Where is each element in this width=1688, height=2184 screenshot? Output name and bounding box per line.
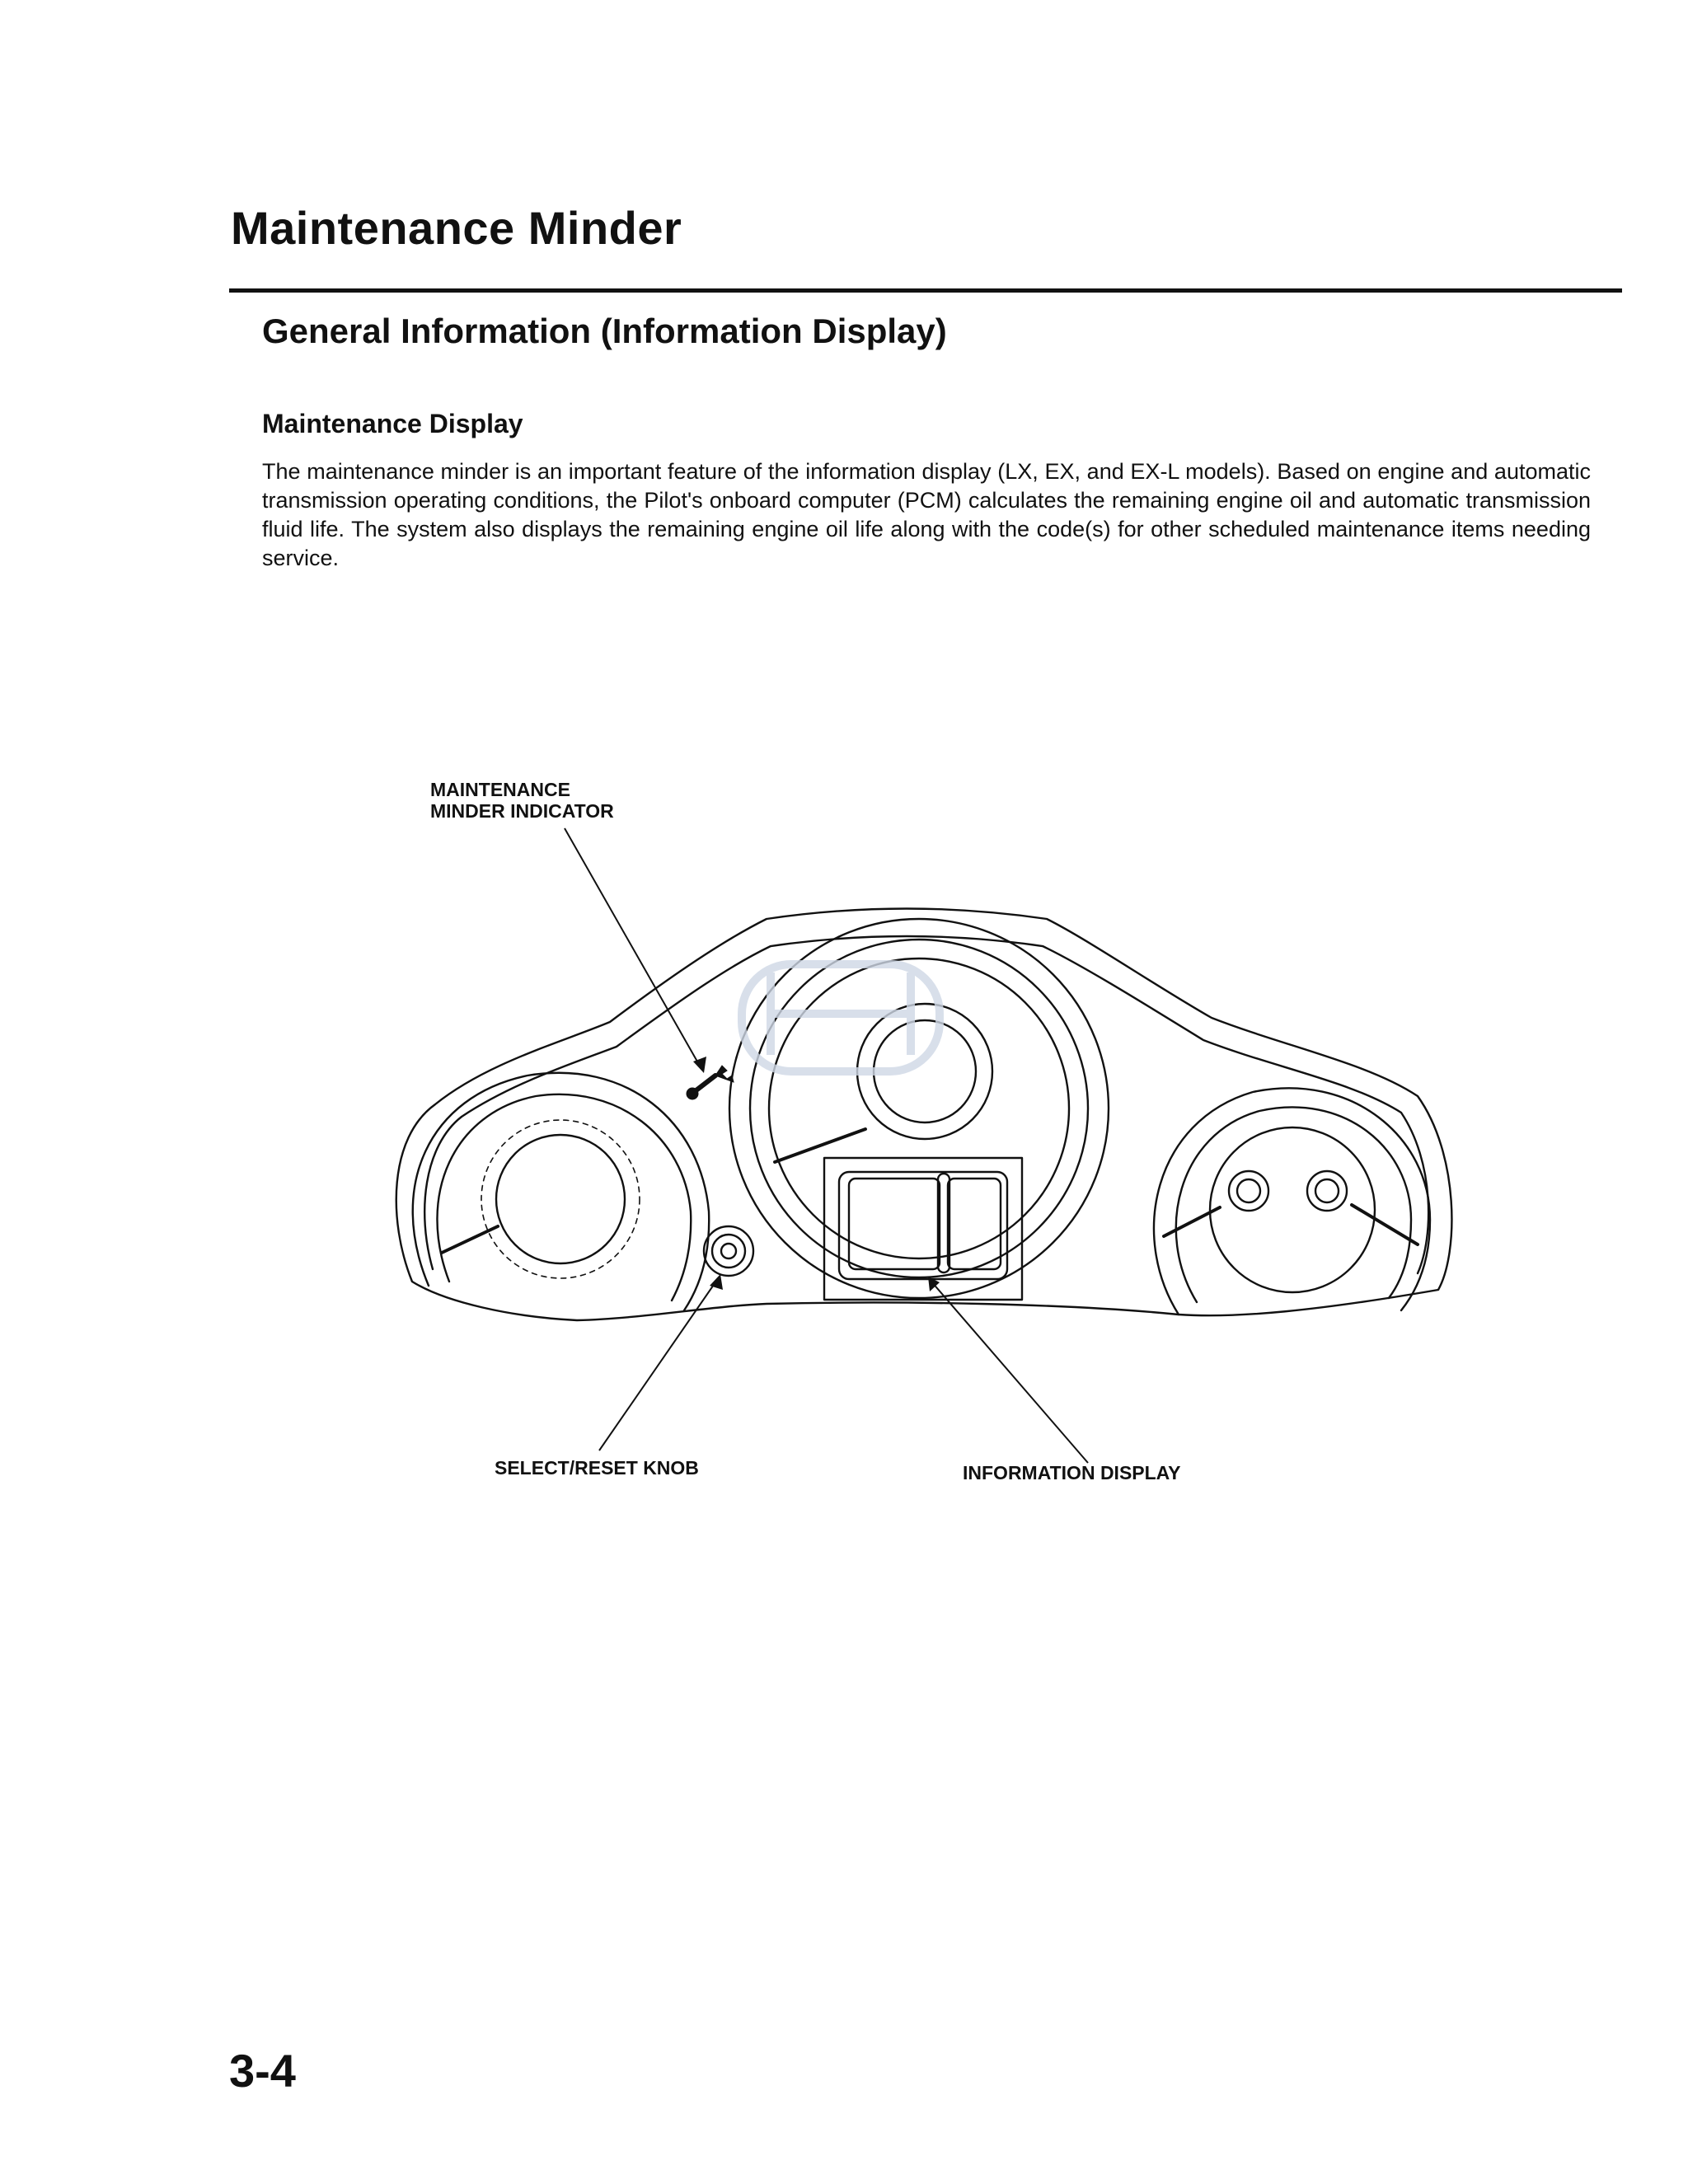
section-heading: General Information (Information Display) (262, 312, 947, 350)
right-gauge (1154, 1088, 1430, 1315)
sub-heading: Maintenance Display (262, 409, 523, 438)
wrench-icon (687, 1066, 734, 1099)
select-reset-knob (704, 1226, 753, 1276)
callout-information-display: INFORMATION DISPLAY (963, 1462, 1181, 1483)
left-gauge (413, 1073, 709, 1310)
information-display-window (824, 1158, 1022, 1300)
callout-select-reset-knob: SELECT/RESET KNOB (495, 1457, 699, 1479)
page-number: 3-4 (229, 2045, 296, 2097)
callout-line-2: MINDER INDICATOR (430, 800, 614, 822)
page-title: Maintenance Minder (231, 202, 682, 254)
body-paragraph: The maintenance minder is an important feature of the information display (LX, EX, and EX-L models). Based on engine and automatic transmission operating conditions, the Pilot's onboard computer (PCM) calculates the remaining engine oil and automatic transmission fluid life. The system also displays the remaining engine oil life along with the code(s) for other scheduled maintenance items needing service. (262, 459, 1591, 570)
cluster-inner-rim (424, 936, 1428, 1273)
callout-line-1: MAINTENANCE (430, 779, 570, 800)
callout-maintenance-minder-indicator (430, 779, 614, 822)
